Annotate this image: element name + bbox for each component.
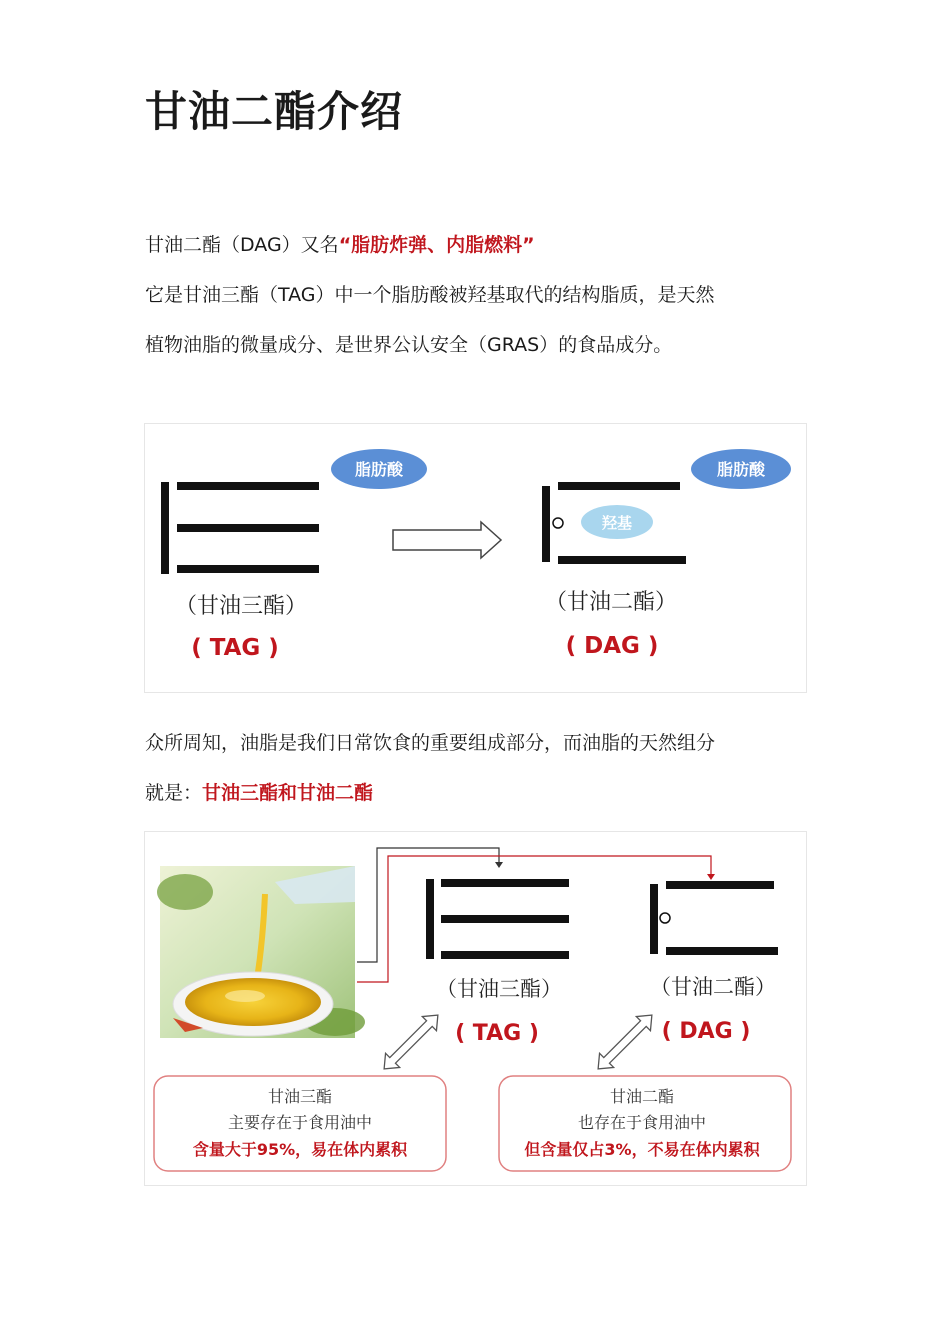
tag-box-title: 甘油三酯: [267, 1087, 333, 1106]
tag-en-label-2: ( TAG ): [455, 1021, 539, 1046]
double-arrow-icon-left: [377, 1008, 445, 1076]
body-highlight: 甘油三酯和甘油二酯: [202, 782, 374, 804]
tag-structure-icon-2: [426, 879, 569, 959]
structure-diagram-figure: [144, 423, 807, 693]
right-arrow-icon: [393, 522, 501, 558]
fatty-acid-bubble-left: [331, 449, 427, 489]
fatty-acid-label-left: 脂肪酸: [354, 460, 404, 479]
double-arrow-icon-right: [591, 1008, 659, 1076]
dag-cn-label-2: （甘油二酯）: [650, 975, 776, 999]
intro-paragraph-line3: 植物油脂的微量成分、是世界公认安全（GRAS）的食品成分。: [145, 334, 673, 356]
dag-box-title: 甘油二酯: [609, 1087, 675, 1106]
oil-composition-figure: [144, 831, 807, 1186]
dag-info-box: [499, 1076, 791, 1171]
hydroxyl-label: 羟基: [601, 514, 633, 532]
dag-structure-icon-2: [650, 881, 778, 955]
body-paragraph-line2: [145, 780, 373, 806]
tag-en-label: ( TAG ): [191, 635, 279, 661]
page-title: 甘油二酯介绍: [145, 87, 404, 136]
dag-box-line3: 但含量仅占3%，不易在体内累积: [524, 1140, 760, 1159]
hydroxyl-bubble: [581, 505, 653, 539]
oil-pouring-photo: [157, 866, 365, 1038]
intro-paragraph-line1: [145, 232, 535, 258]
intro-highlight: “脂肪炸弹、内脂燃料”: [338, 234, 535, 256]
body-paragraph-line1: 众所周知，油脂是我们日常饮食的重要组成部分，而油脂的天然组分: [145, 732, 716, 754]
tag-cn-label: （甘油三酯）: [174, 594, 308, 619]
fatty-acid-bubble-right: [691, 449, 791, 489]
body-text: 就是：: [145, 782, 203, 804]
tag-structure-icon: [161, 482, 319, 574]
dag-box-line2: 也存在于食用油中: [577, 1113, 707, 1132]
tag-cn-label-2: （甘油三酯）: [436, 977, 562, 1001]
dag-en-label-2: ( DAG ): [661, 1019, 751, 1044]
intro-paragraph-line2: 它是甘油三酯（TAG）中一个脂肪酸被羟基取代的结构脂质，是天然: [145, 284, 715, 306]
tag-box-line3: 含量大于95%，易在体内累积: [192, 1140, 408, 1159]
dag-cn-label: （甘油二酯）: [544, 590, 678, 615]
intro-text: 甘油二酯（DAG）又名: [145, 234, 339, 256]
tag-box-line2: 主要存在于食用油中: [227, 1113, 373, 1132]
tag-info-box: [154, 1076, 446, 1171]
dag-en-label: ( DAG ): [565, 633, 659, 659]
fatty-acid-label-right: 脂肪酸: [716, 460, 766, 479]
